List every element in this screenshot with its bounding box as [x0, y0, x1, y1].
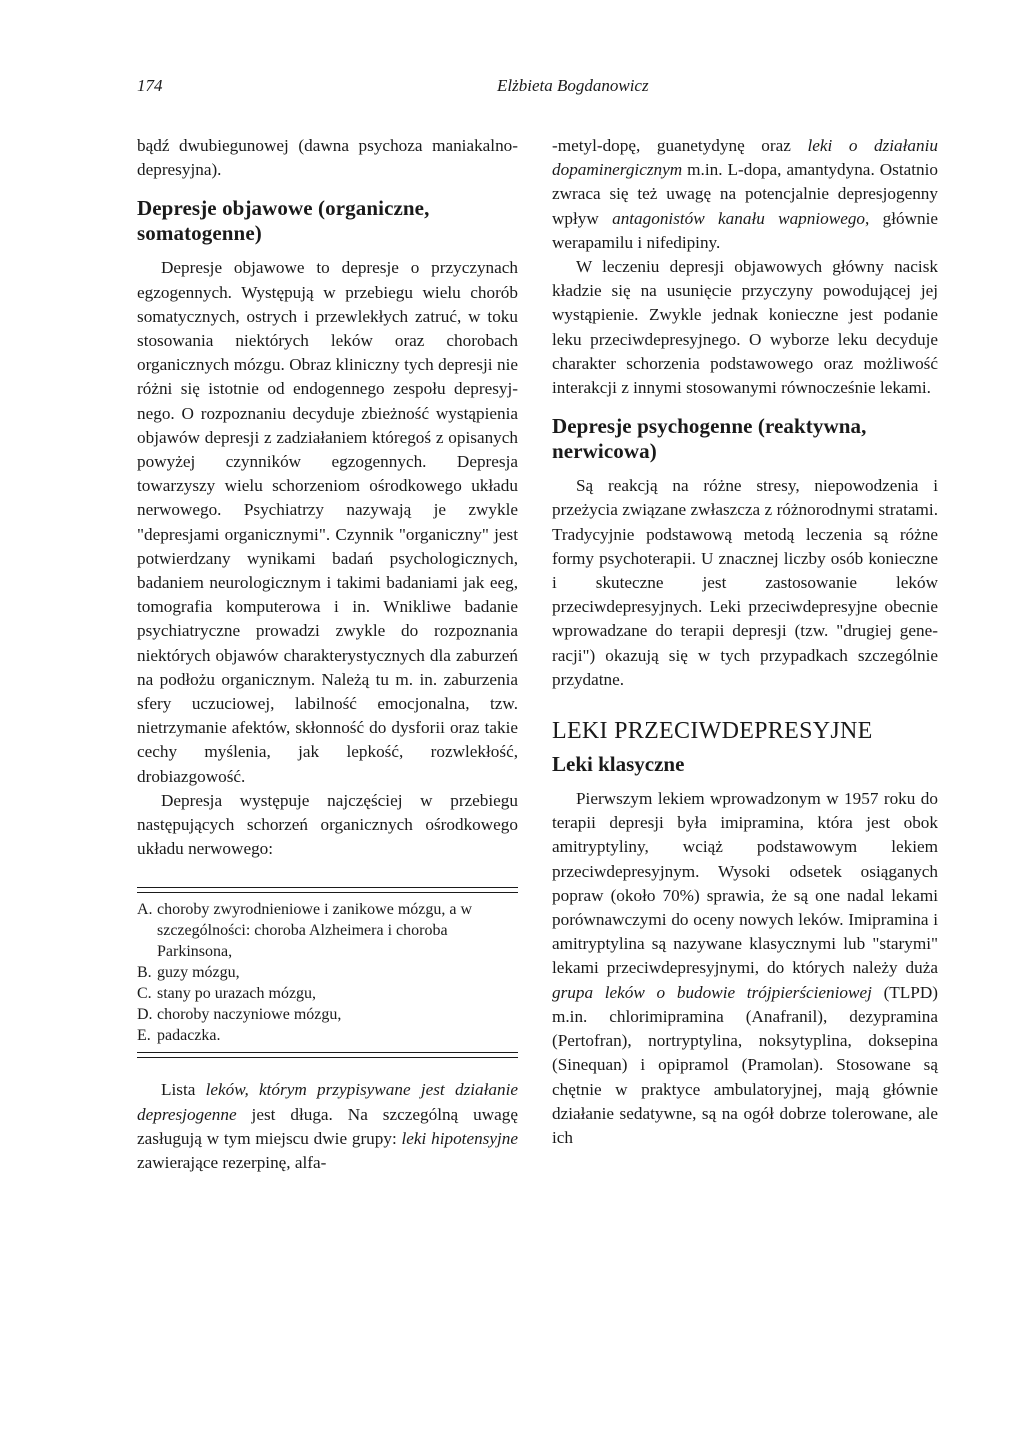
paragraph: Lista leków, którym przypisywane jest działanie depresjogenne jest długa. Na szczególną uwagę zasługują w tym miejscu dwie grupy: leki hipotensyjne zawierające rezerpinę, alfa-	[137, 1080, 518, 1173]
paragraph: Depresje objawowe to depresje o przyczynach egzogennych. Występują w przebiegu wielu chorób somatycznych, ostrych i przewlekłych zatruć, w toku stosowania niektórych leków oraz chorobach organicznych mózgu. Obraz kliniczny tych depresji nie różni się istotnie od endogennego zespołu depresyjnego. O rozpoznaniu decyduje zbieżność wystąpienia objawów depresji z zadziałaniem któregoś z opisanych powyżej czynników egzogennych. Depresja towarzyszy wielu schorzeniom ośrodkowego układu nerwowego. Psychiatrzy nazywają je zwykle "depresjami organicznymi". Czynnik "organiczny" jest potwierdzany wynikami badań psychologicznych, badaniem neurologicznym i takimi badaniami jak eeg, tomografia komputerowa i in. Wnikliwe badanie psychiatryczne prowadzi zwykle do rozpoznania niektórych objawów charakterystycznych dla zaburzeń na podłożu organicznym. Należą tu m. in. zaburzenia sfery uczuciowej, labilność emocjonalna, tzw. nietrzymanie afektów, skłonność do dysforii oraz takie cechy myślenia, jak lepkość, rozwlekłość, drobiazgowość.	[137, 258, 518, 786]
boxed-list	[137, 887, 518, 1058]
list-item: B. guzy mózgu,	[137, 964, 240, 982]
paragraph: Są reakcją na różne stresy, niepowodzenia i przeżycia związane zwłaszcza z różnorodnymi stratami. Tradycyjnie podstawową metodą leczenia są różne formy psychoterapii. U znacznej liczby osób konieczne i skuteczne jest zastosowanie leków przeciwdepresyjnych. Leki przeciwdepresyjne obecnie wprowadzane do terapii depresji (tzw. "drugiej generacji") okazują się w tych przypadkach szczególnie przydatne.	[552, 476, 938, 689]
paragraph: Pierwszym lekiem wprowadzonym w 1957 roku do terapii depresji była imipramina, która jest obok amitryptyliny, wciąż podstawowym lekiem przeciwdepresyjnym. Wysoki odsetek osiąganych popraw (około 70%) sprawia, że są one nadal lekami porównawczymi do oceny nowych leków. Imipramina i amitryptylina są nazywane klasycznymi lub "starymi" lekami przeciwdepresyjnymi, do których należy duża grupa leków o budowie trójpierścieniowej (TLPD) m.in. chlorimipramina (Anafranil), dezypramina (Pertofran), nortryptylina, noksytyplina, doksepina (Sinequan) i opipramol (Pramolan). Stosowane są chętnie w praktyce ambulatoryjnej, mają głównie działanie sedatywne, są na ogół dobrze tolerowane, ale ich	[552, 789, 938, 1147]
section-heading: Depresje psychogenne (reaktywna, nerwicowa)	[552, 414, 867, 464]
list-item: E. padaczka.	[137, 1027, 221, 1045]
double-rule-top	[137, 887, 518, 893]
paragraph: -metyl-dopę, guanetydynę oraz leki o działaniu dopaminergicznym m.in. L-dopa, amantydyna. Ostatnio zwraca się też uwagę na potencjalnie depresjogenny wpływ antagonistów kanału wapniowego, głównie werapamilu i nifedipiny.	[552, 136, 938, 252]
double-rule-bottom	[137, 1052, 518, 1058]
right-column	[552, 134, 938, 1150]
paragraph: Depresja występuje najczęściej w przebiegu następujących schorzeń organicznych ośrodkowego układu nerwowego:	[137, 790, 518, 859]
subsection-heading: Leki klasyczne	[552, 752, 685, 777]
chapter-heading: LEKI PRZECIWDEPRESYJNE	[552, 718, 873, 745]
running-head	[137, 76, 937, 106]
list-item: D. choroby naczyniowe mózgu,	[137, 1006, 342, 1024]
left-column	[137, 134, 518, 1175]
page-number: 174	[137, 76, 163, 95]
paragraph: bądź dwubiegunowej (dawna psychoza maniakalno-depresyjna).	[137, 136, 518, 180]
disease-list	[137, 899, 518, 1046]
running-head-author: Elżbieta Bogdanowicz	[497, 76, 649, 95]
section-heading: Depresje objawowe (organiczne, somatogenne)	[137, 196, 430, 246]
paragraph: W leczeniu depresji objawowych główny nacisk kładzie się na usunięcie przyczyny powodującej jej wystąpienie. Zwykle jednak konieczne jest podanie leku przeciwdepresyjnego. O wyborze leku decyduje charakter schorzenia podstawowego oraz możliwość interakcji z innymi stosowanymi równocześnie lekami.	[552, 257, 938, 398]
list-item: C. stany po urazach mózgu,	[137, 985, 317, 1003]
list-item: A. choroby zwyrodnieniowe i zanikowe mózgu, a w szczególności: choroba Alzheimera i choroba Parkinsona,	[137, 901, 473, 961]
